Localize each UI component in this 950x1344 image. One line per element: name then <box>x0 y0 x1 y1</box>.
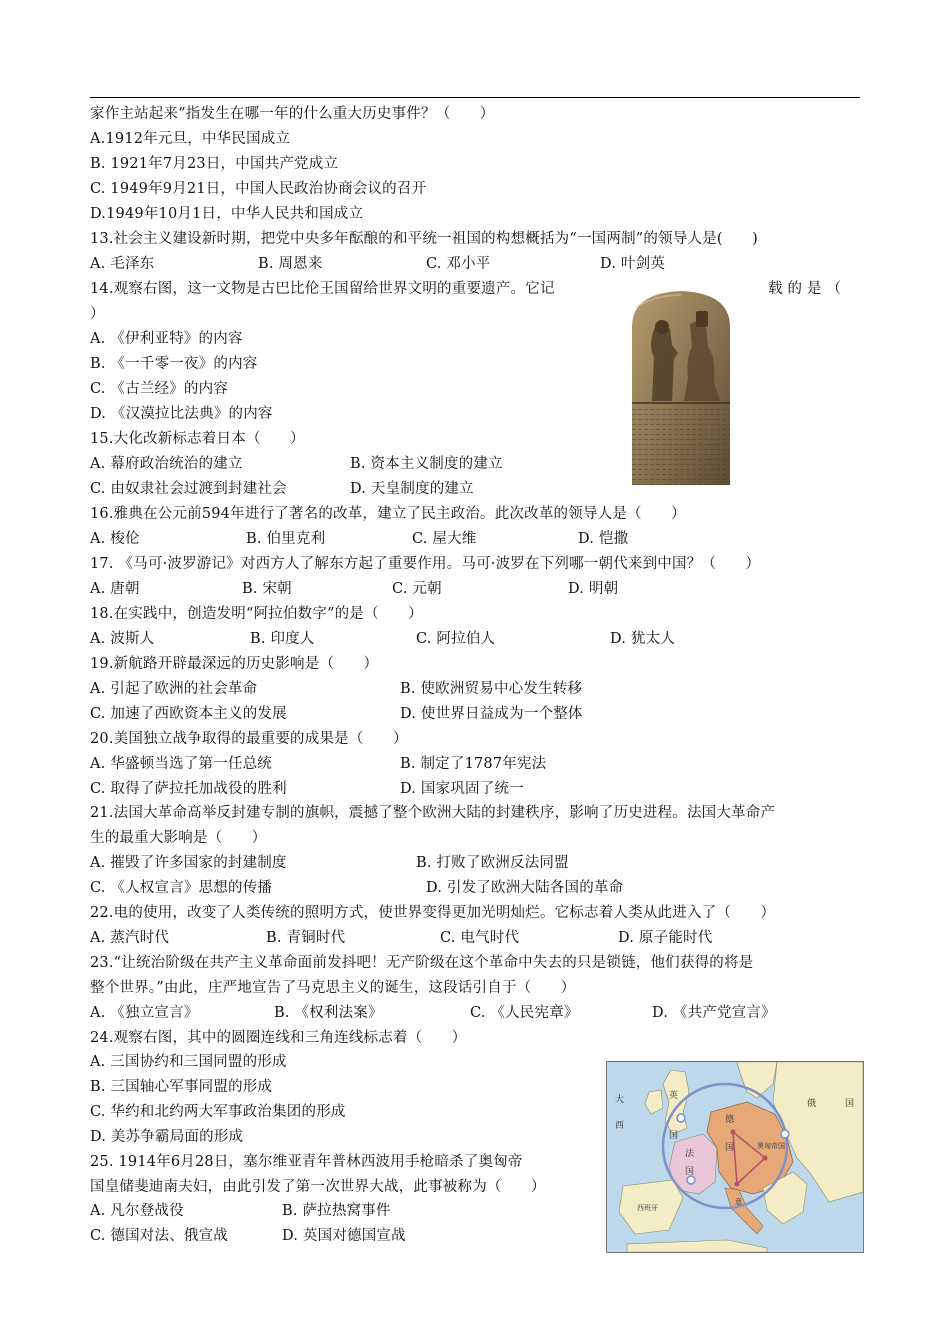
q25-option-d: D. 英国对德国宣战 <box>282 1228 406 1244</box>
q17-option-c: C. 元朝 <box>392 581 442 597</box>
q13-option-c: C. 邓小平 <box>426 256 491 272</box>
q22-stem: 22.电的使用，改变了人类传统的照明方式，使世界变得更加光明灿烂。它标志着人类从此进入了（ ） <box>90 905 776 921</box>
q24-option-a: A. 三国协约和三国同盟的形成 <box>90 1054 287 1070</box>
q16-option-d: D. 恺撒 <box>578 531 629 547</box>
map-label-russia-2: 国 <box>845 1099 855 1109</box>
q19-stem: 19.新航路开辟最深远的历史影响是（ ） <box>90 656 379 672</box>
q17-option-d: D. 明朝 <box>568 581 619 597</box>
q24-option-c: C. 华约和北约两大军事政治集团的形成 <box>90 1104 346 1120</box>
map-label-austria: 奥匈帝国 <box>757 1142 785 1150</box>
q14-stem-close: ） <box>90 306 105 322</box>
q19-option-c: C. 加速了西欧资本主义的发展 <box>90 706 287 722</box>
q20-stem: 20.美国独立战争取得的最重要的成果是（ ） <box>90 731 408 747</box>
q21-stem-line2: 生的最重大影响是（ ） <box>90 830 267 846</box>
q21-option-b: B. 打败了欧洲反法同盟 <box>416 855 569 871</box>
q12-option-a: A.1912年元旦，中华民国成立 <box>90 131 291 147</box>
q20-option-a: A. 华盛顿当选了第一任总统 <box>90 756 272 772</box>
q23-option-a: A. 《独立宣言》 <box>90 1005 199 1021</box>
q25-option-a: A. 凡尔登战役 <box>90 1203 184 1219</box>
q15-stem: 15.大化改新标志着日本（ ） <box>90 431 305 447</box>
q13-option-b: B. 周恩来 <box>258 256 323 272</box>
map-label-ocean-2: 西 <box>615 1121 625 1131</box>
q22-option-d: D. 原子能时代 <box>618 930 713 946</box>
q17-option-a: A. 唐朝 <box>90 581 140 597</box>
q15-option-b: B. 资本主义制度的建立 <box>350 456 503 472</box>
q24-stem: 24.观察右图，其中的圆圈连线和三角连线标志着（ ） <box>90 1030 467 1046</box>
map-label-germany-2: 国 <box>725 1143 735 1153</box>
map-label-italy: 意 <box>735 1198 742 1206</box>
q14-option-c: C. 《古兰经》的内容 <box>90 381 228 397</box>
q22-option-b: B. 青铜时代 <box>266 930 346 946</box>
q13-option-d: D. 叶剑英 <box>600 256 666 272</box>
q23-option-b: B. 《权利法案》 <box>274 1005 383 1021</box>
q16-option-c: C. 屋大维 <box>412 531 477 547</box>
q22-option-c: C. 电气时代 <box>440 930 520 946</box>
header-rule <box>90 97 860 98</box>
q12-option-d: D.1949年10月1日，中华人民共和国成立 <box>90 206 364 222</box>
q12-stem: 家作主站起来”指发生在哪一年的什么重大历史事件？（ ） <box>90 106 495 122</box>
q15-option-c: C. 由奴隶社会过渡到封建社会 <box>90 481 287 497</box>
q22-option-a: A. 蒸汽时代 <box>90 930 170 946</box>
q21-option-d: D. 引发了欧洲大陆各国的革命 <box>426 880 624 896</box>
q14-option-b: B. 《一千零一夜》的内容 <box>90 356 258 372</box>
q21-stem-line1: 21.法国大革命高举反封建专制的旗帜，震撼了整个欧洲大陆的封建秩序，影响了历史进程。法国大革命产 <box>90 805 776 821</box>
q17-stem: 17. 《马可·波罗游记》对西方人了解东方起了重要作用。马可·波罗在下列哪一朝代来到中国？（ ） <box>90 556 761 572</box>
q19-option-b: B. 使欧洲贸易中心发生转移 <box>400 681 583 697</box>
q18-option-c: C. 阿拉伯人 <box>416 631 496 647</box>
hammurabi-stele-image <box>626 287 736 485</box>
q16-option-a: A. 梭伦 <box>90 531 140 547</box>
q14-stem: 14.观察右图，这一文物是古巴比伦王国留给世界文明的重要遗产。它记 <box>90 281 555 297</box>
q23-option-d: D. 《共产党宣言》 <box>652 1005 776 1021</box>
q23-stem-line2: 整个世界。”由此，庄严地宣告了马克思主义的诞生，这段话引自于（ ） <box>90 980 576 996</box>
map-label-russia: 俄 <box>807 1099 817 1109</box>
q18-option-b: B. 印度人 <box>250 631 315 647</box>
map-label-england-2: 国 <box>669 1131 679 1141</box>
q21-option-a: A. 摧毁了许多国家的封建制度 <box>90 855 287 871</box>
q24-option-d: D. 美苏争霸局面的形成 <box>90 1129 244 1145</box>
map-label-france: 法 <box>685 1149 695 1159</box>
q12-option-c: C. 1949年9月21日，中国人民政治协商会议的召开 <box>90 181 427 197</box>
map-label-germany: 德 <box>725 1115 735 1125</box>
q19-option-d: D. 使世界日益成为一个整体 <box>400 706 583 722</box>
q14-option-d: D. 《汉漠拉比法典》的内容 <box>90 406 273 422</box>
map-label-ocean-1: 大 <box>615 1095 625 1105</box>
q13-stem: 13.社会主义建设新时期，把党中央多年酝酿的和平统一祖国的构想概括为“一国两制”的领导人是( ) <box>90 231 758 247</box>
q17-option-b: B. 宋朝 <box>242 581 292 597</box>
q12-option-b: B. 1921年7月23日，中国共产党成立 <box>90 156 339 172</box>
q20-option-b: B. 制定了1787年宪法 <box>400 756 547 772</box>
q25-stem-line1: 25. 1914年6月28日，塞尔维亚青年普林西波用手枪暗杀了奥匈帝 <box>90 1154 523 1170</box>
q15-option-a: A. 幕府政治统治的建立 <box>90 456 243 472</box>
europe-alliance-map <box>606 1061 864 1253</box>
q19-option-a: A. 引起了欧洲的社会革命 <box>90 681 258 697</box>
q15-option-d: D. 天皇制度的建立 <box>350 481 474 497</box>
q21-option-c: C. 《人权宣言》思想的传播 <box>90 880 273 896</box>
q20-option-c: C. 取得了萨拉托加战役的胜利 <box>90 781 287 797</box>
q24-option-b: B. 三国轴心军事同盟的形成 <box>90 1079 273 1095</box>
q14-stem-tail: 载 的 是 （ <box>768 281 842 297</box>
q18-stem: 18.在实践中，创造发明“阿拉伯数字”的是（ ） <box>90 606 423 622</box>
map-label-spain: 西班牙 <box>637 1204 658 1212</box>
q25-stem-line2: 国皇储斐迪南夫妇，由此引发了第一次世界大战，此事被称为（ ） <box>90 1179 546 1195</box>
map-label-france-2: 国 <box>685 1167 695 1177</box>
q16-option-b: B. 伯里克利 <box>246 531 326 547</box>
q18-option-a: A. 波斯人 <box>90 631 155 647</box>
q23-option-c: C. 《人民宪章》 <box>470 1005 579 1021</box>
q25-option-c: C. 德国对法、俄宣战 <box>90 1228 228 1244</box>
q13-option-a: A. 毛泽东 <box>90 256 155 272</box>
q23-stem-line1: 23.“让统治阶级在共产主义革命面前发抖吧！无产阶级在这个革命中失去的只是锁链，他们获得的将是 <box>90 955 754 971</box>
map-label-england: 英 <box>669 1091 679 1101</box>
q25-option-b: B. 萨拉热窝事件 <box>282 1203 391 1219</box>
q16-stem: 16.雅典在公元前594年进行了著名的改革，建立了民主政治。此次改革的领导人是（ ） <box>90 506 686 522</box>
q18-option-d: D. 犹太人 <box>610 631 676 647</box>
q20-option-d: D. 国家巩固了统一 <box>400 781 524 797</box>
q14-option-a: A. 《伊利亚特》的内容 <box>90 331 243 347</box>
